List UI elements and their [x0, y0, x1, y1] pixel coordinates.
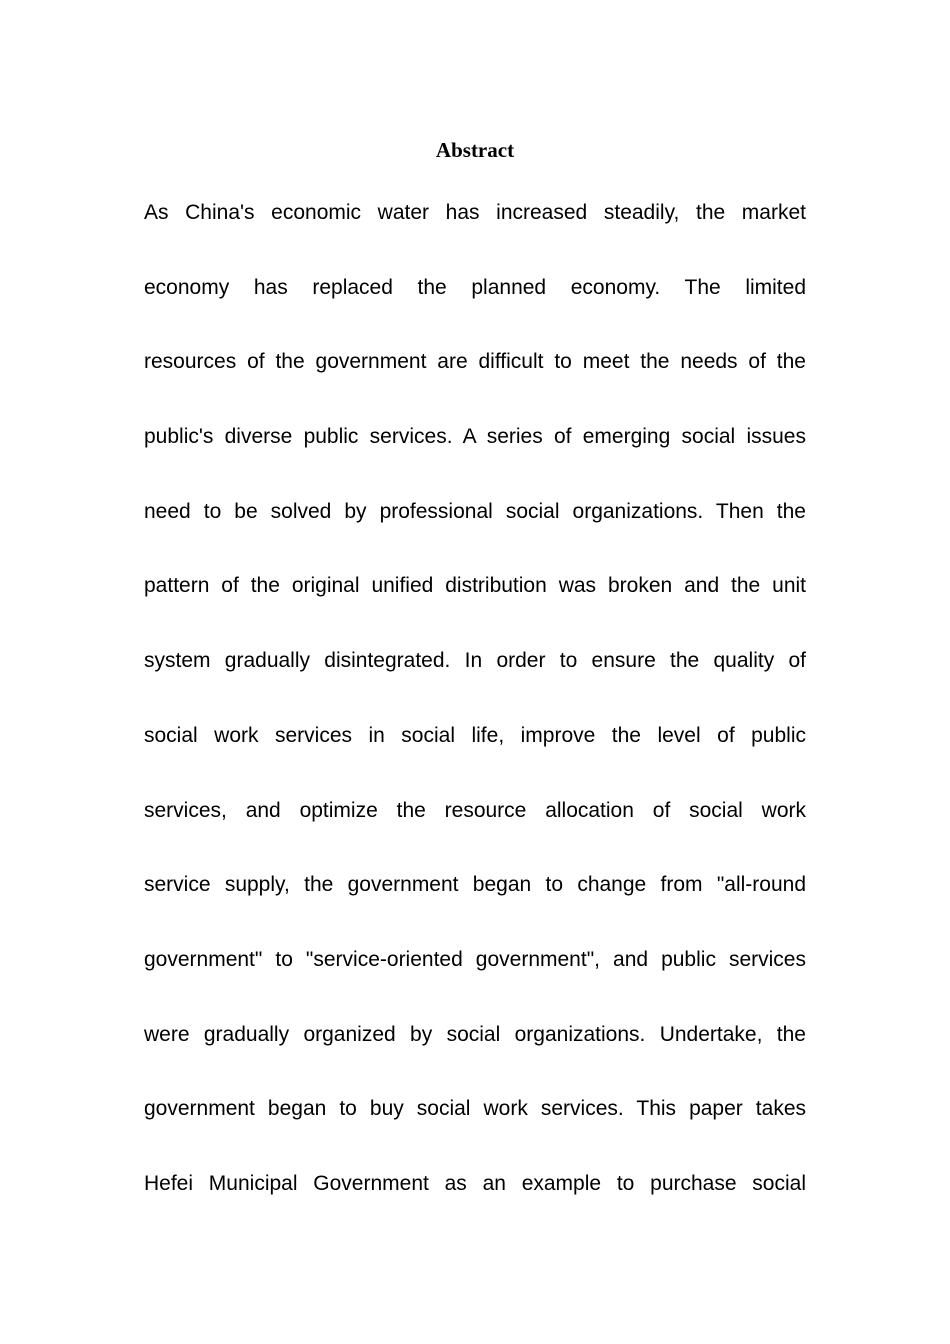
paragraph-line: Hefei Municipal Government as an example to purchase social: [144, 1171, 806, 1195]
paragraph-line: system gradually disintegrated. In order to ensure the quality of: [144, 649, 806, 673]
paragraph-line: economy has replaced the planned economy. The limited: [144, 275, 806, 299]
paragraph-line: government" to "service-oriented government", and public services: [144, 947, 806, 971]
paragraph-line: service supply, the government began to change from "all-round: [144, 873, 806, 897]
abstract-body: [144, 194, 806, 1240]
paragraph-line: resources of the government are difficult to meet the needs of the: [144, 350, 806, 374]
paragraph-line: were gradually organized by social organizations. Undertake, the: [144, 1022, 806, 1046]
paragraph-line: social work services in social life, improve the level of public: [144, 723, 806, 747]
paragraph-line: public's diverse public services. A series of emerging social issues: [144, 425, 806, 449]
paragraph-line: government began to buy social work services. This paper takes: [144, 1097, 806, 1121]
paragraph-line: need to be solved by professional social organizations. Then the: [144, 499, 806, 523]
paragraph-line: As China's economic water has increased steadily, the market: [144, 201, 806, 224]
paragraph-line: pattern of the original unified distribution was broken and the unit: [144, 574, 806, 598]
abstract-heading: Abstract: [435, 138, 515, 162]
paragraph-line: services, and optimize the resource allocation of social work: [144, 798, 806, 822]
